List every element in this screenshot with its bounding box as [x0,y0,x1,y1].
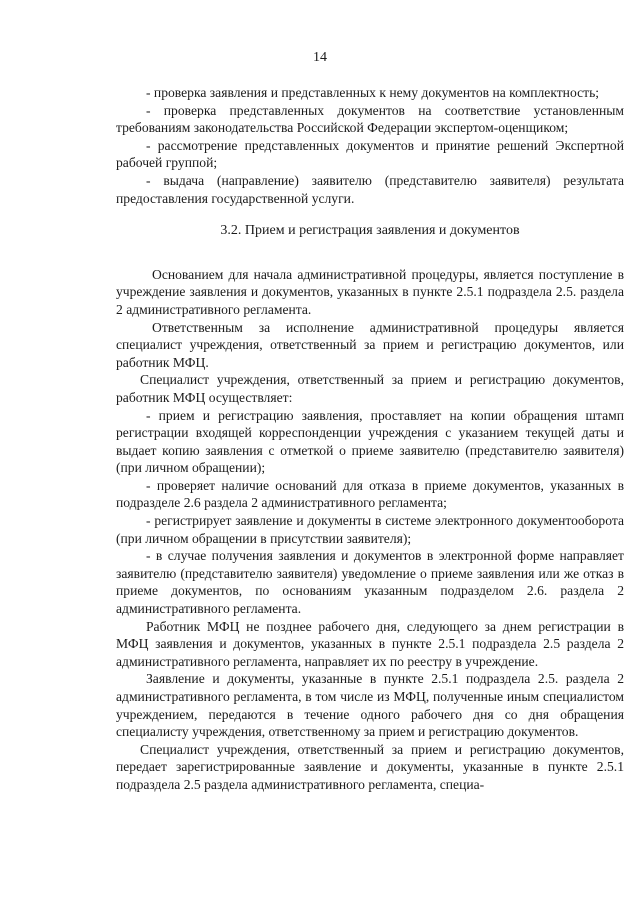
list-item: - проверка заявления и представленных к нему документов на комплектность; [146,85,600,100]
paragraph: Основанием для начала административной процедуры, является поступление в учреждение заявления и документов, указанных в пункте 2.5.1 подраздела 2.5. раздела 2 административного регламента. [116,266,624,317]
section-heading: 3.2. Прием и регистрация заявления и документов [220,223,520,239]
list-item: - выдача (направление) заявителю (представителю заявителя) результата предоставления государственной услуги. [116,172,624,206]
list-item: - проверяет наличие оснований для отказа в приеме документов, указанных в подразделе 2.6 раздела 2 административного регламента; [116,477,624,511]
paragraph: Заявление и документы, указанные в пункте 2.5.1 подраздела 2.5. раздела 2 административного регламента, в том числе из МФЦ, полученные иным специалистом учреждением, передаются в течение одного рабочего дня со дня обращения специалисту учреждения, ответственному за прием и регистрацию документов. [116,671,624,740]
document-body [116,84,624,794]
paragraph: Ответственным за исполнение административной процедуры является специалист учреждения, ответственный за прием и регистрацию документов, или работник МФЦ. [116,319,624,370]
page-number: 14 [313,50,327,65]
list-item: - регистрирует заявление и документы в системе электронного документооборота (при личном обращении в присутствии заявителя); [116,513,624,546]
list-item: - рассмотрение представленных документов и принятие решений Экспертной рабочей группой; [116,137,624,171]
list-item: - проверка представленных документов на соответствие установленным требованиям законодательства Российской Федерации экспертом-оценщиком; [116,102,624,136]
paragraph: Работник МФЦ не позднее рабочего дня, следующего за днем регистрации в МФЦ заявления и документов, указанных в пункте 2.5.1 подраздела 2.5 раздела 2 административного регламента, направляет их по реестру в учреждение. [116,618,624,669]
paragraph: Специалист учреждения, ответственный за прием и регистрацию документов, передает зарегистрированные заявление и документы, указанные в пункте 2.5.1 подраздела 2.5 раздела административного регламента, специа- [116,741,624,792]
paragraph: Специалист учреждения, ответственный за прием и регистрацию документов, работник МФЦ осуществляет: [116,372,624,405]
list-item: - в случае получения заявления и документов в электронной форме направляет заявителю (представителю заявителя) уведомление о приеме заявления или же отказ в приеме документов, по основаниям указанным подразделом 2.6. раздела 2 административного регламента. [116,548,624,617]
list-item: - прием и регистрацию заявления, проставляет на копии обращения штамп регистрации входящей корреспонденции учреждения с указанием текущей даты и выдает копию заявления с отметкой о приеме заявителю (представителю заявителя) (при личном обращении); [116,407,624,476]
